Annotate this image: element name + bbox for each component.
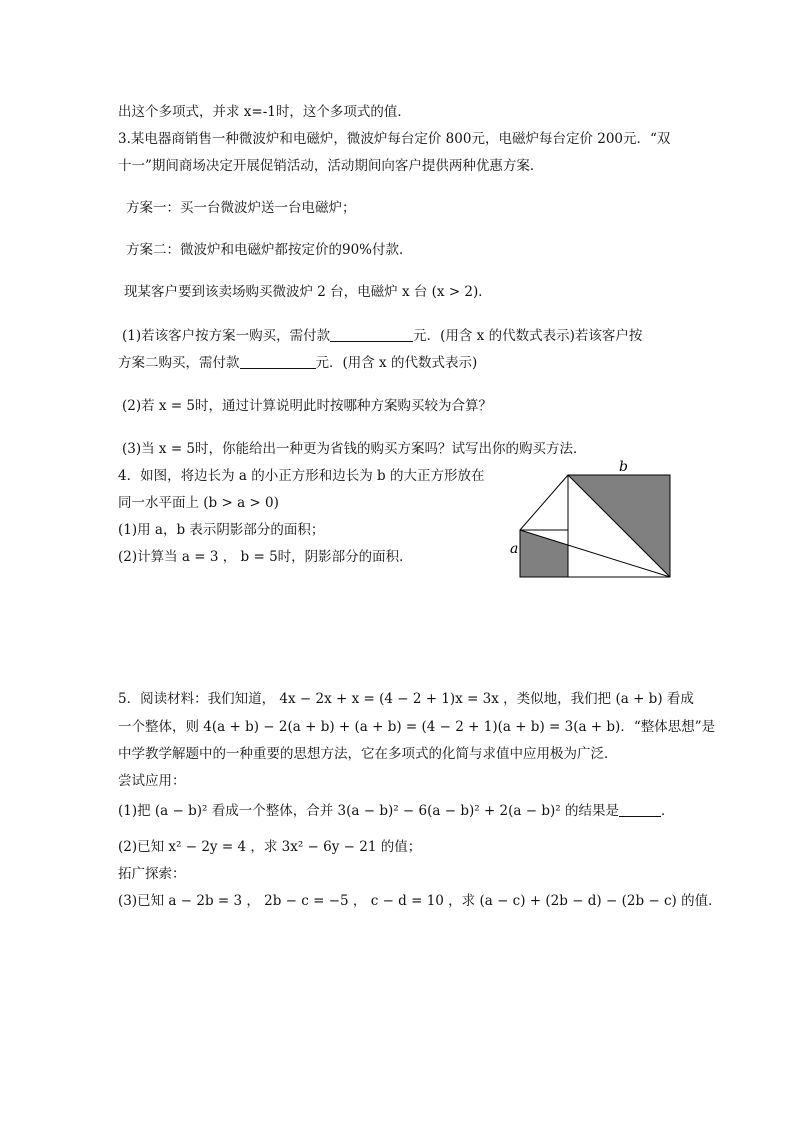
question-5-part-1	[118, 802, 674, 820]
text-segment: 元．(用含 x 的代数式表示)	[315, 355, 478, 371]
diagonal-line	[520, 475, 568, 530]
text-segment: (1)若该客户按方案一购买，需付款	[122, 328, 331, 344]
text-segment: (1)把 (a − b)² 看成一个整体，合并 3(a − b)² − 6(a − b)² + 2(a − b)² 的结果是	[118, 803, 619, 819]
text-line: 同一水平面上 (b > a > 0)	[118, 495, 279, 511]
text-segment: 元．(用含 x 的代数式表示)若该客户按	[413, 328, 643, 344]
section-heading: 尝试应用：	[118, 773, 186, 789]
text-line: 一个整体，则 4(a + b) − 2(a + b) + (a + b) = (4 − 2 + 1)(a + b) = 3(a + b)．“整体思想”是	[118, 719, 716, 735]
text-line: 十一”期间商场决定开展促销活动，活动期间向客户提供两种优惠方案．	[118, 158, 544, 174]
question-3-part-2: (2)若 x = 5时，通过计算说明此时按哪种方案购买较为合算？	[122, 398, 493, 414]
question-5-part-2: (2)已知 x² − 2y = 4 ，求 3x² − 6y − 21 的值；	[118, 839, 422, 855]
question-3-part-1	[122, 327, 642, 345]
text-line	[118, 354, 477, 372]
squares-figure	[510, 458, 680, 580]
text-segment: 方案二购买，需付款	[118, 355, 240, 371]
question-4-part-1: (1)用 a，b 表示阴影部分的面积；	[118, 522, 325, 538]
answer-blank[interactable]	[330, 327, 413, 342]
question-4-line: 4．如图，将边长为 a 的小正方形和边长为 b 的大正方形放在	[118, 468, 485, 484]
text-line: 出这个多项式，并求 x=-1时，这个多项式的值．	[118, 104, 411, 120]
option-2: 方案二：微波炉和电磁炉都按定价的90%付款．	[126, 242, 413, 258]
label-b: b	[619, 459, 628, 475]
question-5-line: 5．阅读材料：我们知道， 4x − 2x + x = (4 − 2 + 1)x = 3x ，类似地，我们把 (a + b) 看成	[118, 691, 694, 707]
text-line: 中学教学解题中的一种重要的思想方法，它在多项式的化简与求值中应用极为广泛．	[118, 746, 618, 762]
text-segment: ．	[660, 803, 675, 819]
option-1: 方案一：买一台微波炉送一台电磁炉；	[126, 200, 356, 216]
text-line: 现某客户要到该卖场购买微波炉 2 台，电磁炉 x 台 (x > 2)．	[124, 284, 492, 300]
answer-blank[interactable]	[619, 802, 661, 817]
label-a: a	[510, 541, 519, 557]
question-4-part-2: (2)计算当 a = 3 ， b = 5时，阴影部分的面积．	[118, 549, 413, 565]
question-3-part-3: (3)当 x = 5时，你能给出一种更为省钱的购买方案吗？试写出你的购买方法．	[122, 441, 587, 457]
question-3-line: 3.某电器商销售一种微波炉和电磁炉，微波炉每台定价 800元，电磁炉每台定价 200元．“双	[118, 131, 671, 147]
question-5-part-3: (3)已知 a − 2b = 3 ， 2b − c = −5 ， c − d = 10 ，求 (a − c) + (2b − d) − (2b − c) 的值．	[118, 893, 722, 909]
section-heading: 拓广探索：	[118, 866, 186, 882]
answer-blank[interactable]	[240, 354, 316, 369]
